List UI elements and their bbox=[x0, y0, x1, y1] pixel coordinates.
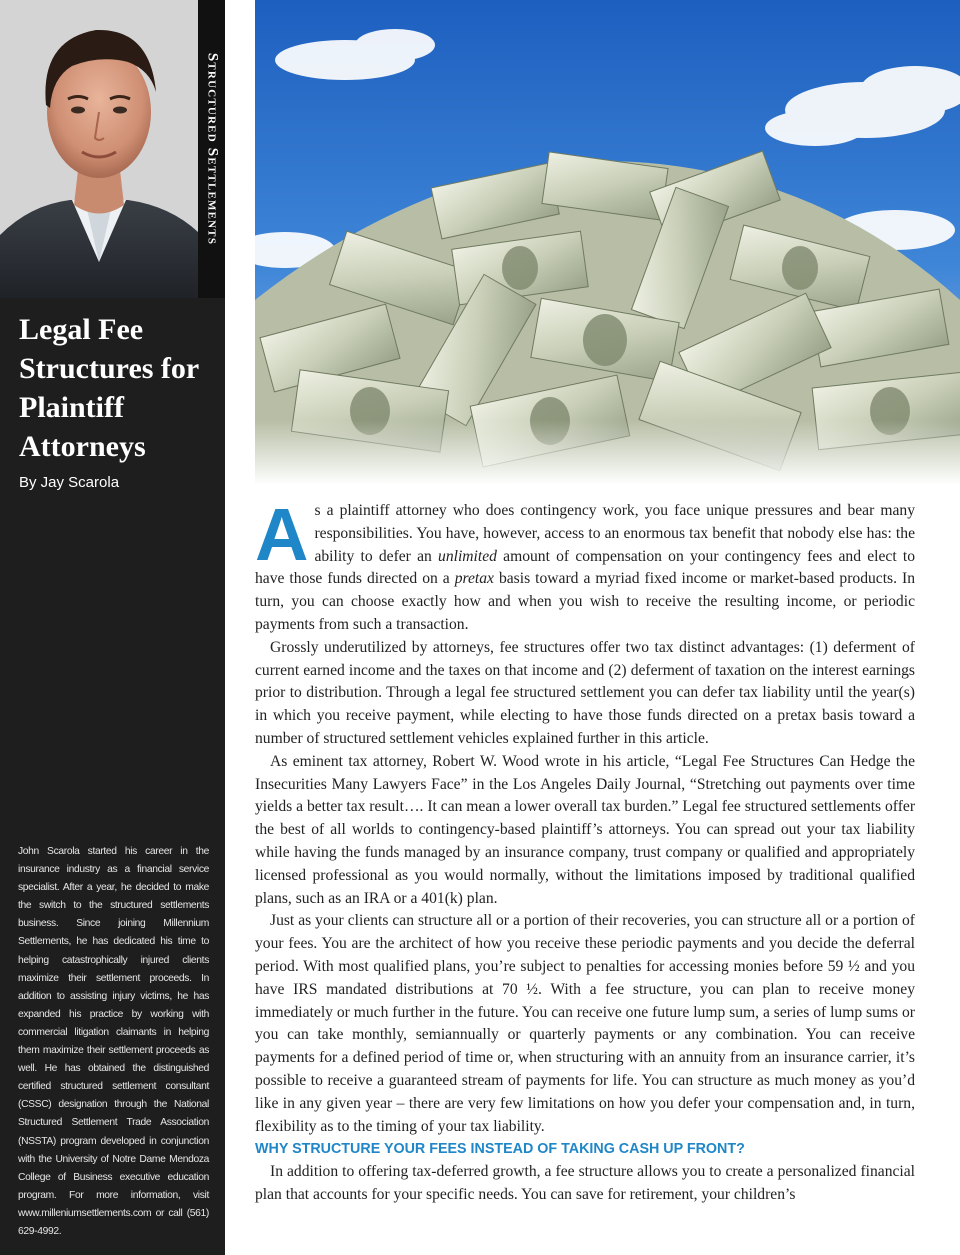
money-pile-image bbox=[255, 0, 960, 485]
paragraph-1 bbox=[255, 493, 916, 637]
dropcap: A bbox=[255, 493, 309, 576]
emphasis-pretax: pretax bbox=[454, 570, 494, 588]
paragraph-1-text-c: basis toward a myriad fixed income or market-based products. In turn, you can choose exactly how and when you wish to receive the resulting income, or periodic payments from such a transaction. bbox=[255, 570, 916, 633]
hero-image bbox=[255, 0, 960, 485]
author-portrait-image bbox=[0, 0, 198, 298]
section-subheading: WHY STRUCTURE YOUR FEES INSTEAD OF TAKING CASH UP FRONT? bbox=[255, 1141, 745, 1158]
author-photo bbox=[0, 0, 198, 298]
author-bio: John Scarola started his career in the insurance industry as a financial service specialist. After a year, he decided to make the switch to the structured settlements business. Since joining Millennium Settlements, he has dedicated his time to helping catastrophically injured clients maximize their settlement proceeds. In addition to assisting injury victims, he has expanded his practice by working with commercial litigation claimants in helping them maximize their settlement proceeds as well. He has obtained the distinguished certified structured settlement consultant (CSSC) designation through the National Structured Settlement Trade Association (NSSTA) program developed in conjunction with the University of Notre Dame Mendoza College of Business executive education program. For more information, visit www.milleniumsettlements.com or call (561) 629-4992. bbox=[18, 846, 209, 1237]
sidebar-column bbox=[0, 0, 225, 1255]
paragraph-5: In addition to offering tax-deferred growth, a fee structure allows you to create a personalized financial plan that accounts for your specific needs. You can save for retirement, your children’s bbox=[255, 1163, 915, 1203]
byline: By Jay Scarola bbox=[19, 474, 120, 491]
emphasis-unlimited: unlimited bbox=[438, 547, 497, 565]
paragraph-1-text-b: amount of compensation on your contingency fees and elect to have those funds directed on a bbox=[255, 547, 915, 588]
article-body bbox=[255, 493, 916, 1207]
paragraph-1-text-a: s a plaintiff attorney who does contingency work, you face unique pressures and bear many responsibilities. You have, however, access to an enormous tax benefit that nobody else has: the ability to defer an bbox=[314, 502, 915, 565]
paragraph-3: As eminent tax attorney, Robert W. Wood wrote in his article, “Legal Fee Structures Can Hedge the Insecurities Many Lawyers Face” in the Los Angeles Daily Journal, “Stretching out payments over time yields a better tax result…. It can mean a lower overall tax burden.” Legal fee structured settlements offer the best of all worlds to contingency-based plaintiff’s attorneys. You can spread out your tax liability while having the funds managed by an insurance company, trust company or qualified and appropriately licensed professional as you would normally, without the limitations imposed by traditional qualified plans, such as an IRA or a 401(k) plan. bbox=[255, 752, 916, 907]
section-label: Structured Settlements bbox=[204, 52, 220, 246]
paragraph-2: Grossly underutilized by attorneys, fee structures offer two tax distinct advantages: (1) deferment of current earned income and the taxes on that income and (2) deferment of taxation on the interest earnings prior to distribution. Through a legal fee structured settlement you can defer tax liability until the year(s) in which you receive payment, while electing to have those funds directed on a pretax basis toward a number of structured settlement vehicles explained further in this article. bbox=[255, 638, 915, 747]
paragraph-4: Just as your clients can structure all or a portion of their recoveries, you can structure all or a portion of your fees. You are the architect of how you receive these periodic payments and you decide the deferral period. With most qualified plans, you’re subject to penalties for accessing monies before 59 ½ and you have IRS mandated distributions at 70 ½. With a fee structure, you can plan to receive money immediately or much further in the future. You can receive one future lump sum, a series of lump sums or you can take monthly, semiannually or quarterly payments or any combination. You can receive payments for a defined period of time or, when structuring with an annuity from an insurance carrier, it’s possible to receive a guaranteed stream of payments for life. You can structure as much money as you’d like in any given year – there are very few limitations on how you defer your compensation and, in turn, flexibility as to the timing of your tax liability. bbox=[255, 912, 915, 1135]
section-tab bbox=[198, 0, 225, 298]
article-title: Legal Fee Structures for Plaintiff Attorneys bbox=[19, 313, 199, 463]
